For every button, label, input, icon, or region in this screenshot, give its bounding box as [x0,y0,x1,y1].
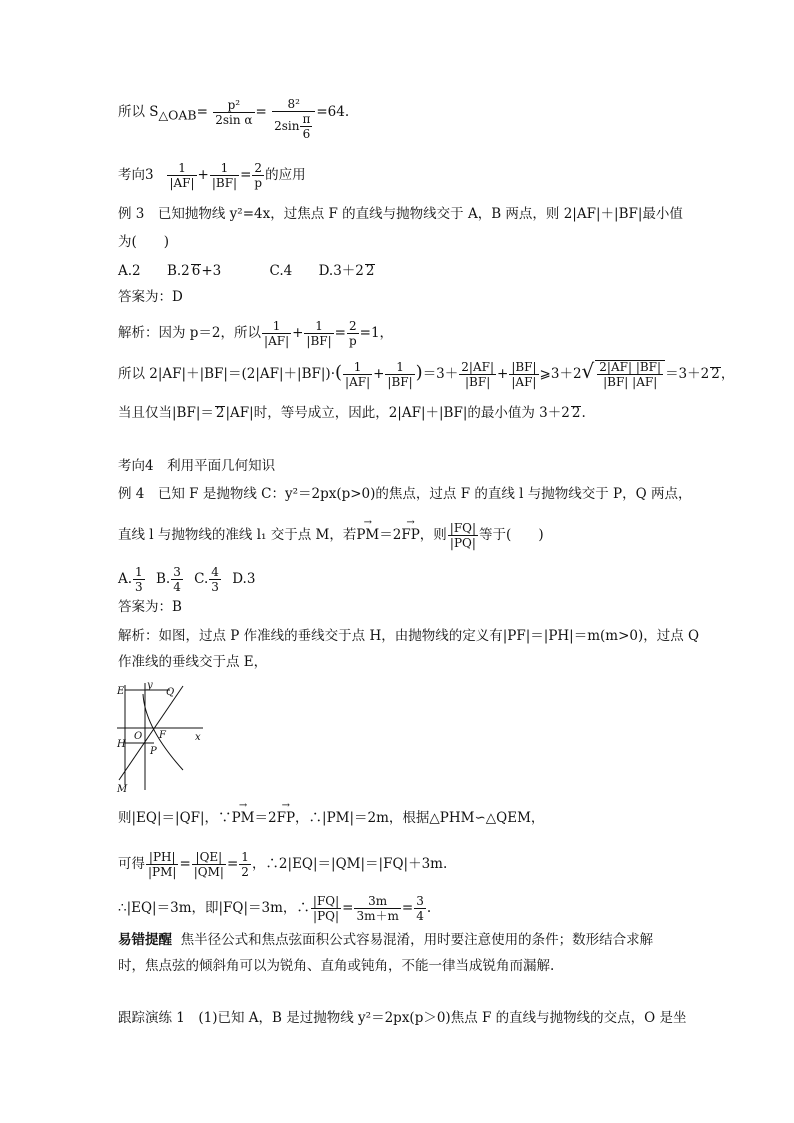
error-tip-line2: 时，焦点弦的倾斜角可以为锐角、直角或钝角，不能一律当成锐角而漏解. [118,958,555,974]
label-P: P [150,746,157,757]
example-4-options: A. $\frac{1}{3}$ B. $\frac{3}{4}$ C. $\frac{4}{3}$ D.3 [118,565,256,594]
example-4-text-2: 直线 l 与抛物线的准线 l₁ 交于点 M，若→ PM＝2→ FP，则 $\frac{|FQ|}{|PQ|}$ 等于( ) [118,522,544,549]
section-heading-3: 考向3 $\frac{1}{|AF|}$ + $\frac{1}{|BF|}$ = $\frac{2}{p}$ 的应用 [118,161,306,190]
section-heading-4: 考向4 利用平面几何知识 [118,458,276,474]
label-E: E [117,686,125,697]
tracking-exercise: 跟踪演练 1 (1)已知 A，B 是过抛物线 y²＝2px(p＞0)焦点 F 的直线与抛物线的交点，O 是坐 [118,1010,687,1026]
answer-3: 答案为：D [118,289,183,305]
example-3-text-2: 为( ) [118,234,170,250]
fraction: $\frac{\text{p²}}{\text{2sin α}}$ [215,98,253,127]
solution-3-line1: 解析：因为 p＝2，所以 $\frac{1}{|AF|}$ + $\frac{1}{|BF|}$ = $\frac{2}{p}$ =1， [118,319,394,348]
solution-3-line2: 所以 2|AF|＋|BF|＝(2|AF|＋|BF|)·( $\frac{1}{|AF|}$ + $\frac{1}{|BF|}$ )＝3＋ $\frac{2|AF|}{|BF|}$ + $\frac{|BF|}{|AF|}$ ⩾3＋2√ $\frac{2|AF| |BF|}{|BF| |AF|}$ ＝3＋2 2， [118,359,735,389]
example-3-options: A.2 B.2 6+3 C.4 D.3＋2 2 [118,263,375,279]
example-3-text: 例 3 已知抛物线 y²=4x，过焦点 F 的直线与抛物线交于 A，B 两点，则 2|AF|＋|BF|最小值 [118,206,683,222]
line-l [119,686,183,780]
label-Q: Q [166,687,175,698]
label-x: x [195,732,201,743]
example-4-text: 例 4 已知 F 是抛物线 C：y²＝2px(p>0)的焦点，过点 F 的直线 l 与抛物线交于 P，Q 两点， [118,486,692,502]
label-F: F [159,730,166,741]
solution-4-line1: 解析：如图，过点 P 作准线的垂线交于点 H，由抛物线的定义有|PF|＝|PH|＝m(m>0)，过点 Q [118,628,700,644]
solution-4-line3: 则|EQ|＝|QF|，∵→ PM＝2→ FP，∴|PM|＝2m，根据△PHM∽△QEM， [118,812,544,826]
label-M: M [117,784,128,795]
solution-4-line4: 可得 $\frac{|PH|}{|PM|}$ = $\frac{|QE|}{|QM|}$ = $\frac{1}{2}$ ，∴2|EQ|＝|QM|＝|FQ|＋3m. [118,850,448,879]
formula-area: 所以 $S_{\triangle OAB}=$ $\frac{\text{p²}}{\text{2sin α}}$ = 8² 2sin $\frac{\pi}{6}$ =64. [118,97,350,141]
answer-4: 答案为：B [118,599,182,615]
solution-4-line2: 作准线的垂线交于点 E， [118,654,268,670]
label-H: H [117,739,126,750]
parabola-figure [113,680,213,795]
error-tip-line1: 易错提醒 焦半径公式和焦点弦面积公式容易混淆，用时要注意使用的条件；数形结合求解 [118,932,654,948]
solution-4-line5: ∴|EQ|＝3m，即|FQ|＝3m，∴ $\frac{|FQ|}{|PQ|}$ = $\frac{3m}{3m+m}$ = $\frac{3}{4}$ . [118,894,432,923]
label-y: y [147,680,153,691]
label-O: O [134,731,143,742]
fraction: 8² 2sin $\frac{\pi}{6}$ [272,98,315,140]
solution-3-line3: 当且仅当|BF|＝ 2|AF|时，等号成立，因此，2|AF|＋|BF|的最小值为 3＋2 2. [118,405,586,421]
